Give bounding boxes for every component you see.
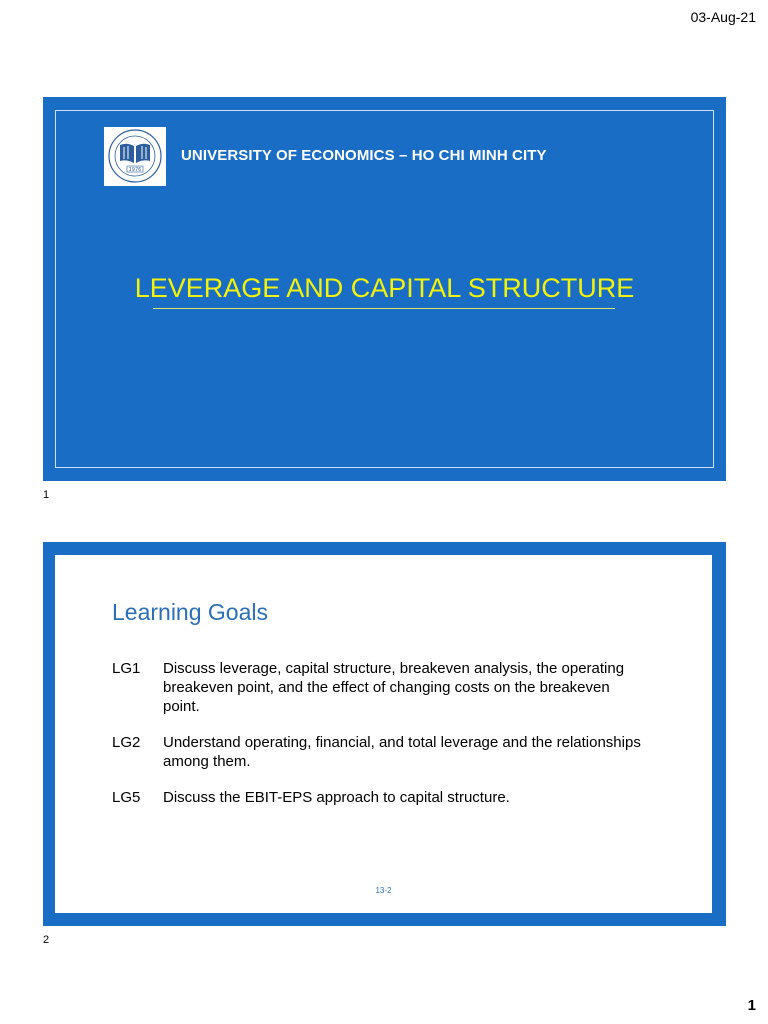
title-underline	[153, 308, 615, 309]
goal-code: LG2	[112, 734, 141, 751]
slide-1	[43, 97, 726, 481]
learning-goals-title: Learning Goals	[112, 599, 268, 625]
header-date: 03-Aug-21	[690, 9, 756, 25]
goal-text: Discuss leverage, capital structure, breakeven analysis, the operating breakeven point, and the effect of changing costs on the breakeven point.	[163, 660, 625, 715]
slide-footer: 13-2	[375, 886, 392, 895]
slide-2-content	[55, 555, 712, 913]
university-name: UNIVERSITY OF ECONOMICS – HO CHI MINH CITY	[181, 147, 547, 164]
page-number: 1	[747, 997, 756, 1014]
goal-code: LG5	[112, 789, 141, 806]
university-logo	[104, 127, 166, 186]
slide-2	[43, 542, 726, 926]
slide-1-title: LEVERAGE AND CAPITAL STRUCTURE	[134, 273, 635, 303]
goal-text: Understand operating, financial, and total leverage and the relationships among them.	[163, 734, 641, 770]
goal-text: Discuss the EBIT-EPS approach to capital structure.	[163, 789, 510, 806]
logo-year: 1976	[128, 167, 142, 173]
goal-code: LG1	[112, 660, 141, 677]
slide-1-number: 1	[43, 489, 50, 501]
slide-2-number: 2	[43, 934, 50, 946]
